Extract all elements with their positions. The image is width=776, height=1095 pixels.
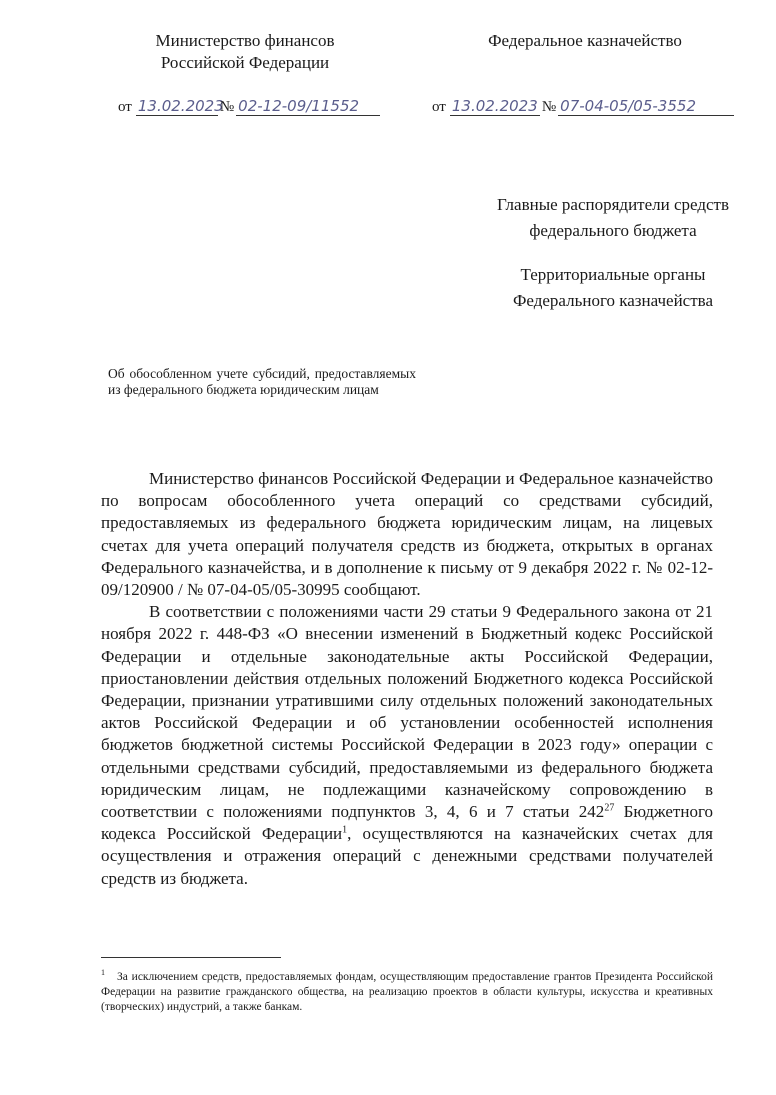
paragraph-2-text-a: В соответствии с положениями части 29 статьи 9 Федерального закона от 21 ноября 2022 г. 448-ФЗ «О внесении изменений в Бюджетный кодекс Российской Федерации и отдельные законодательные акты Российской Федерации, приостановлении действия отдельных положений Бюджетного кодекса Российской Федерации, признании утратившими силу отдельных положений законодательных актов Российской Федерации и об установлении особенностей исполнения бюджетов бюджетной системы Российской Федерации в 2023 году» операции с отдельными средствами субсидий, предоставляемыми из федерального бюджета юридическим лицам, не подлежащими казначейскому сопровождению в соответствии с положениями подпунктов 3, 4, 6 и 7 статьи 242 [101, 602, 713, 822]
reg-number-left: 02-12-09/11552 [236, 97, 380, 116]
paragraph-2-text-c: , осуществляются на казначейских счетах для осуществления и отражения операций с денежными средствами получателей средств из бюджета. [101, 824, 713, 888]
treasury-header [440, 30, 730, 52]
reg-number-right: 07-04-05/05-3552 [558, 97, 734, 116]
paragraph-2-text-b: Бюджетного кодекса Российской Федерации [101, 802, 713, 844]
registration-left [118, 94, 380, 116]
registration-right [432, 94, 734, 116]
number-label: № [219, 99, 235, 115]
from-label: от [118, 99, 132, 115]
addressee-line2: федерального бюджета [529, 221, 697, 240]
body-paragraph-1: Министерство финансов Российской Федерации и Федеральное казначейство по вопросам обособленного учета операций со средствами субсидий, предоставляемых из федерального бюджета юридическим лицам, на лицевых счетах для учета операций получателя средств из бюджета, открытых в органах Федерального казначейства, и в дополнение к письму от 9 декабря 2022 г. № 02-12-09/120900 / № 07-04-05/05-30995 сообщают. [101, 469, 713, 600]
number-label: № [541, 99, 557, 115]
treasury-name: Федеральное казначейство [488, 31, 682, 50]
letter-subject: Об обособленном учете субсидий, предоставляемых из федерального бюджета юридическим лицам [108, 366, 416, 397]
ministry-header [120, 30, 370, 74]
reg-date-left: 13.02.2023 [137, 97, 224, 115]
article-superscript: 27 [604, 802, 615, 814]
addressee-territorial-bodies [468, 262, 758, 314]
footnote [101, 965, 713, 1015]
footnote-reference: 1 [342, 824, 348, 836]
addressee-main-managers [468, 192, 758, 244]
footnote-divider [101, 957, 281, 958]
addressee-line1: Территориальные органы [520, 265, 706, 284]
letter-body [101, 468, 713, 890]
footnote-marker: 1 [101, 968, 105, 977]
reg-date-right: 13.02.2023 [450, 97, 540, 116]
body-paragraph-2 [101, 601, 713, 890]
ministry-name-line2: Российской Федерации [160, 53, 330, 72]
addressee-line2: Федерального казначейства [512, 291, 713, 310]
addressee-line1: Главные распорядители средств [497, 195, 729, 214]
footnote-text: За исключением средств, предоставляемых фондам, осуществляющим предоставление грантов Президента Российской Федерации на развитие гражданского общества, на реализацию проектов в области культуры, искусства и креативных (творческих) индустрий, а также банкам. [101, 970, 713, 1013]
from-label: от [432, 99, 446, 115]
ministry-name-line1: Министерство финансов [155, 31, 335, 50]
